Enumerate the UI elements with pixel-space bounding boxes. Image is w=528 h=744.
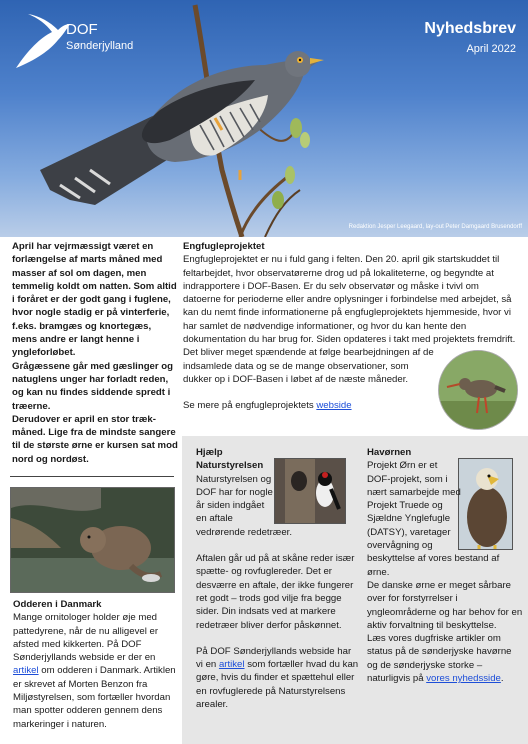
editor-credit: Redaktion Jesper Leegaard, lay-out Peter Damgaard Brusendorff [348, 224, 522, 230]
natur-text3b: som fortæller hvad du kan gøre, hvis du finder et spættehul eller en rovfuglerede på Naturstyrelsens arealer. [196, 659, 359, 711]
engfugle-more-text: Se mere på engfugleprojektets [183, 400, 314, 412]
otter-article-link[interactable]: artikel [13, 665, 39, 677]
natur-paragraph2: Aftalen går ud på at skåne reder især spætte- og rovfuglereder. Det er desværre en aftale, der ikke fungerer ret godt – trods god vilje fra begge sider. Din indsats ved at markere redetræer bliver derfor påskønnet. [196, 553, 355, 631]
engfugle-website-link[interactable]: webside [316, 400, 352, 412]
havorn-title: Havørnen [367, 447, 412, 458]
havorn-end: . [500, 673, 504, 685]
havorn-text3: Læs vores dugfriske artikler om status på de sønderjyske havørne og de sønderjyske storke – naturligvis på [367, 633, 512, 685]
havorn-paragraph1: Projekt Ørn er et DOF-projekt, som i nært samarbejde med Projekt Truede og Sjældne Ynglefugle (DATSY), varetager overvågning og beskyttelse af vores bestand af ørne. [367, 460, 500, 578]
intro-paragraph: April har vejrmæssigt været en forlængelse af marts måned med masser af sol om dagen, men temmelig koldt om natten. Som altid i foråret er der godt gang i fuglene, hvor nogle stadig er på vinterferie, f.eks. bramgæs og knortegæs, mens andre er langt henne i yngleforløbet. [12, 241, 177, 359]
newsletter-date: April 2022 [466, 43, 516, 55]
geese-paragraph: Grågæssene går med gæslinger og natuglens unger har forladt reden, og kan nu findes siddende spredt i træerne. [12, 360, 174, 412]
engfugle-paragraph1: Engfugleprojektet er nu i fuld gang i felten. Den 20. april gik startskuddet til feltarbejdet, hvor observatørerne drog ud på lokaliteterne, og begyndte at indrapportere i DOF-Basen. Er du selv observatør og måske i tvivl om datoerne for perioderne eller andre oplysninger i forbindelse med arbejdet, så kan du nemt finde informationerne på engfugleprojektets hjemmeside, hvor vi har samlet de nødvendige informationer, og hvor du kan hente den dokumentation du har brug for. Siden opdateres i takt med projektets fremdrift. [183, 254, 516, 346]
natur-paragraph3 [196, 645, 359, 711]
migration-paragraph: Derudover er april en stor træk-måned. Lige fra de mindste sangere til de største ørne er kursen sat mod nord og nordøst. [12, 413, 178, 465]
logo-line2: Sønderjylland [66, 40, 134, 52]
divider [10, 476, 174, 477]
havorn-paragraph3 [367, 632, 523, 685]
naturstyrelsen-title: Hjælp Naturstyrelsen [196, 447, 264, 472]
havorn-news-link[interactable]: vores nyhedsside [426, 673, 501, 685]
natur-paragraph1: Naturstyrelsen og DOF har for nogle år siden indgået en aftale vedrørende redetræer. [196, 473, 292, 538]
otter-text2: om odderen i Danmark. Artiklen er skrevet af Morten Benzon fra Miljøstyrelsen, som fortæller hvordan man spotter odderen gennem dens markeringer i naturen. [13, 665, 176, 730]
natur-article-link[interactable]: artikel [218, 659, 245, 671]
engfugle-title: Engfugleprojektet [183, 241, 265, 252]
otter-photo [10, 487, 175, 593]
naturstyrelsen-section [196, 446, 359, 711]
otter-text1: Mange ornitologer holder øje med pattedyrene, når de nu alligevel er afsted med kikkerten. På DOF Sønderjyllands webside er der en [13, 612, 159, 664]
header-banner [0, 0, 528, 237]
redshank-photo [438, 350, 518, 430]
intro-column [12, 240, 178, 466]
engfugle-paragraph2: Det bliver meget spændende at følge bearbejdningen af de indsamlede data og se de mange observationer, som dukker op i DOF-Basen i løbet af de næste måneder. [183, 347, 434, 385]
havorn-paragraph2: De danske ørne er meget sårbare over for forstyrrelser i yngleområderne og har behov for en aktiv forvaltning til beskyttelse. [367, 579, 523, 631]
otter-title: Odderen i Danmark [13, 599, 102, 610]
logo-text [66, 22, 133, 54]
logo-line1: DOF [66, 21, 98, 38]
natur-text3a: På DOF Sønderjyllands webside har vi en [196, 645, 352, 671]
havorn-section [367, 446, 523, 685]
otter-section [13, 598, 178, 731]
newsletter-title: Nyhedsbrev [424, 20, 516, 37]
